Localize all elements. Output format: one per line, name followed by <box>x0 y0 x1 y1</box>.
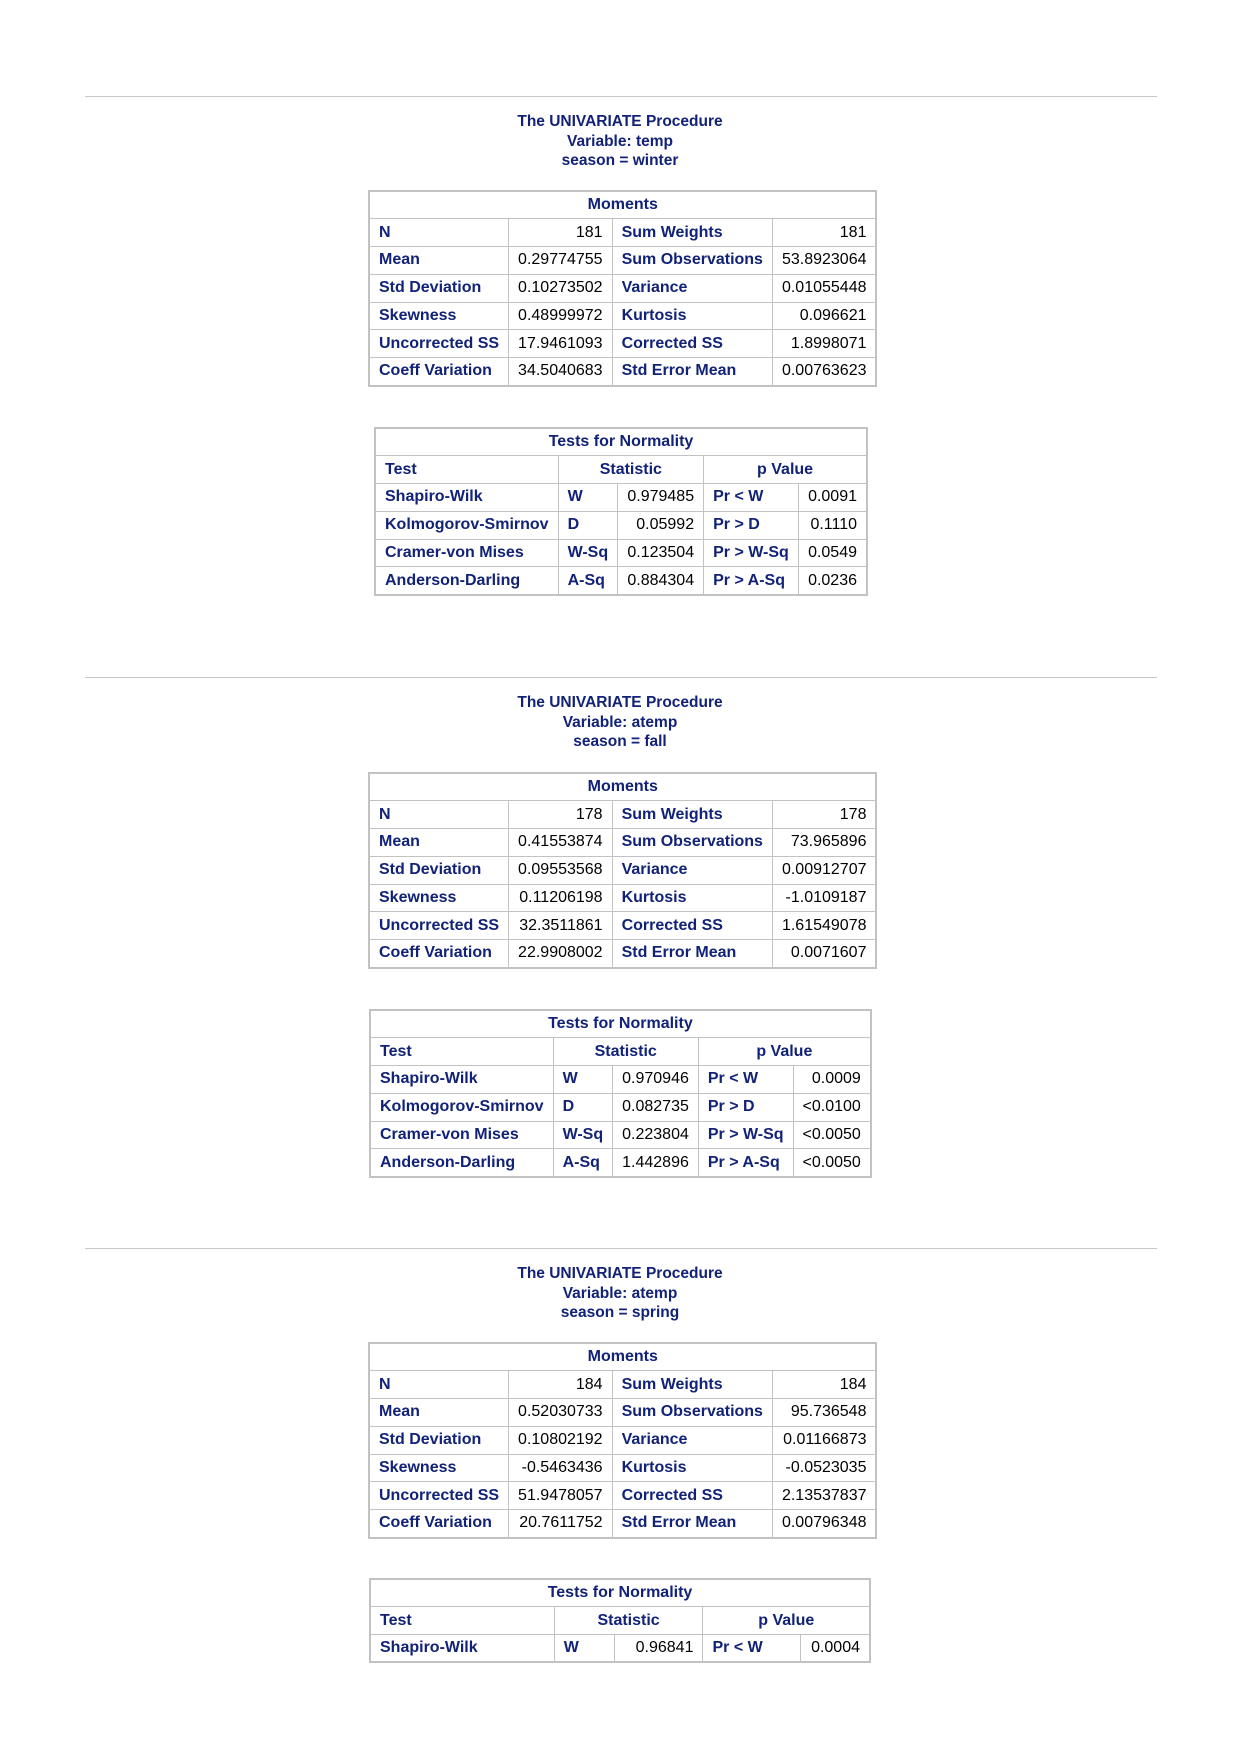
row-label: Corrected SS <box>612 330 772 358</box>
header-row <box>370 1607 870 1635</box>
row-label: Std Deviation <box>369 274 509 302</box>
row-value: 0.00796348 <box>772 1510 876 1538</box>
row-value: 0.01166873 <box>772 1426 876 1454</box>
section-divider <box>85 96 1157 97</box>
title-line-variable: Variable: atemp <box>562 713 678 731</box>
row-value: 184 <box>772 1371 876 1399</box>
row-value: 0.00763623 <box>772 358 876 386</box>
table-row <box>369 358 876 386</box>
title-line-variable: Variable: atemp <box>562 1284 678 1302</box>
table-row <box>369 1482 876 1510</box>
row-label: Mean <box>369 247 509 275</box>
row-label: N <box>369 1371 509 1399</box>
row-label: Corrected SS <box>612 1482 772 1510</box>
statistic-value: 1.442896 <box>613 1149 699 1177</box>
table-row <box>370 1635 870 1663</box>
row-value: 0.41553874 <box>509 829 613 857</box>
row-value: 51.9478057 <box>509 1482 613 1510</box>
row-value: 181 <box>509 219 613 247</box>
column-header-test: Test <box>370 1038 553 1066</box>
table-row <box>369 219 876 247</box>
statistic-symbol: W-Sq <box>553 1121 613 1149</box>
header-row <box>375 456 867 484</box>
row-label: Uncorrected SS <box>369 330 509 358</box>
table-row <box>370 1121 871 1149</box>
row-value: 178 <box>772 801 876 829</box>
table-row <box>369 302 876 330</box>
column-header-test: Test <box>370 1607 554 1635</box>
row-label: Std Deviation <box>369 1426 509 1454</box>
test-name: Cramer-von Mises <box>375 539 558 567</box>
table-row <box>369 940 876 968</box>
row-label: Skewness <box>369 1454 509 1482</box>
moments-caption: Moments <box>369 1343 876 1371</box>
normality-caption: Tests for Normality <box>375 428 867 456</box>
p-label: Pr > A-Sq <box>698 1149 793 1177</box>
row-label: N <box>369 219 509 247</box>
row-label: Coeff Variation <box>369 940 509 968</box>
normality-caption: Tests for Normality <box>370 1579 870 1607</box>
p-label: Pr > D <box>704 511 799 539</box>
p-value: <0.0050 <box>793 1149 871 1177</box>
procedure-title <box>0 1264 1240 1323</box>
row-value: 0.00912707 <box>772 856 876 884</box>
moments-caption: Moments <box>369 191 876 219</box>
statistic-symbol: W <box>558 484 618 512</box>
row-label: Std Error Mean <box>612 1510 772 1538</box>
table-row <box>369 1454 876 1482</box>
p-value: <0.0050 <box>793 1121 871 1149</box>
row-value: 1.61549078 <box>772 912 876 940</box>
test-name: Kolmogorov-Smirnov <box>370 1093 553 1121</box>
table-row <box>370 1066 871 1094</box>
statistic-symbol: W <box>553 1066 613 1094</box>
p-value: 0.0009 <box>793 1066 871 1094</box>
row-label: Sum Observations <box>612 247 772 275</box>
row-value: 0.10802192 <box>509 1426 613 1454</box>
row-label: Std Error Mean <box>612 358 772 386</box>
test-name: Shapiro-Wilk <box>370 1066 553 1094</box>
table-row <box>370 1093 871 1121</box>
table-row <box>375 484 867 512</box>
p-label: Pr < W <box>704 484 799 512</box>
p-value: 0.0549 <box>798 539 867 567</box>
normality-table <box>369 1009 872 1178</box>
moments-table <box>368 772 877 969</box>
statistic-value: 0.884304 <box>618 567 704 595</box>
statistic-symbol: D <box>553 1093 613 1121</box>
table-row <box>369 330 876 358</box>
column-header-p-value: p Value <box>698 1038 870 1066</box>
statistic-symbol: W-Sq <box>558 539 618 567</box>
row-value: 0.0071607 <box>772 940 876 968</box>
statistic-value: 0.970946 <box>613 1066 699 1094</box>
normality-caption: Tests for Normality <box>370 1010 871 1038</box>
column-header-p-value: p Value <box>703 1607 870 1635</box>
procedure-title <box>0 112 1240 171</box>
row-label: Uncorrected SS <box>369 1482 509 1510</box>
row-value: 95.736548 <box>772 1399 876 1427</box>
statistic-value: 0.979485 <box>618 484 704 512</box>
row-value: 73.965896 <box>772 829 876 857</box>
p-value: 0.1110 <box>798 511 867 539</box>
row-label: Corrected SS <box>612 912 772 940</box>
row-value: 34.5040683 <box>509 358 613 386</box>
row-label: Kurtosis <box>612 884 772 912</box>
row-label: Sum Weights <box>612 801 772 829</box>
row-label: Sum Weights <box>612 219 772 247</box>
row-label: Variance <box>612 274 772 302</box>
row-value: -0.0523035 <box>772 1454 876 1482</box>
row-label: Std Deviation <box>369 856 509 884</box>
row-label: Std Error Mean <box>612 940 772 968</box>
table-row <box>369 1371 876 1399</box>
p-label: Pr > W-Sq <box>704 539 799 567</box>
table-row <box>369 801 876 829</box>
p-value: 0.0236 <box>798 567 867 595</box>
table-row <box>369 247 876 275</box>
row-value: 0.01055448 <box>772 274 876 302</box>
column-header-test: Test <box>375 456 558 484</box>
row-value: 178 <box>509 801 613 829</box>
statistic-value: 0.082735 <box>613 1093 699 1121</box>
header-row <box>370 1038 871 1066</box>
p-label: Pr > W-Sq <box>698 1121 793 1149</box>
row-value: 2.13537837 <box>772 1482 876 1510</box>
table-row <box>375 567 867 595</box>
statistic-symbol: A-Sq <box>553 1149 613 1177</box>
row-label: Sum Observations <box>612 1399 772 1427</box>
table-row <box>369 1399 876 1427</box>
row-value: 0.11206198 <box>509 884 613 912</box>
row-value: 17.9461093 <box>509 330 613 358</box>
moments-table <box>368 1342 877 1539</box>
row-value: -1.0109187 <box>772 884 876 912</box>
title-line-season: season = winter <box>561 152 679 169</box>
row-label: Coeff Variation <box>369 1510 509 1538</box>
table-row <box>369 884 876 912</box>
section-divider <box>85 1248 1157 1249</box>
row-value: 22.9908002 <box>509 940 613 968</box>
row-label: Skewness <box>369 884 509 912</box>
title-line-season: season = spring <box>560 1304 680 1321</box>
statistic-value: 0.123504 <box>618 539 704 567</box>
row-value: 20.7611752 <box>509 1510 613 1538</box>
table-row <box>375 539 867 567</box>
row-label: Variance <box>612 856 772 884</box>
row-value: 53.8923064 <box>772 247 876 275</box>
row-value: 0.52030733 <box>509 1399 613 1427</box>
p-label: Pr > A-Sq <box>704 567 799 595</box>
row-label: Mean <box>369 1399 509 1427</box>
test-name: Anderson-Darling <box>370 1149 553 1177</box>
table-row <box>369 829 876 857</box>
row-label: Coeff Variation <box>369 358 509 386</box>
procedure-title <box>0 693 1240 752</box>
row-value: 181 <box>772 219 876 247</box>
row-value: 184 <box>509 1371 613 1399</box>
table-row <box>369 912 876 940</box>
column-header-statistic: Statistic <box>558 456 704 484</box>
row-label: Sum Observations <box>612 829 772 857</box>
table-row <box>369 1426 876 1454</box>
normality-table <box>374 427 868 596</box>
column-header-p-value: p Value <box>704 456 867 484</box>
title-line-season: season = fall <box>573 733 667 750</box>
p-value: 0.0091 <box>798 484 867 512</box>
title-line-variable: Variable: temp <box>567 132 673 150</box>
statistic-value: 0.05992 <box>618 511 704 539</box>
row-label: Uncorrected SS <box>369 912 509 940</box>
moments-caption: Moments <box>369 773 876 801</box>
row-label: Variance <box>612 1426 772 1454</box>
moments-table <box>368 190 877 387</box>
row-value: 0.29774755 <box>509 247 613 275</box>
table-row <box>375 511 867 539</box>
row-value: 32.3511861 <box>509 912 613 940</box>
test-name: Kolmogorov-Smirnov <box>375 511 558 539</box>
p-label: Pr < W <box>698 1066 793 1094</box>
statistic-symbol: A-Sq <box>558 567 618 595</box>
row-label: Kurtosis <box>612 1454 772 1482</box>
row-value: 0.096621 <box>772 302 876 330</box>
row-value: -0.5463436 <box>509 1454 613 1482</box>
row-label: Skewness <box>369 302 509 330</box>
title-line-procedure: The UNIVARIATE Procedure <box>517 694 723 711</box>
row-value: 0.48999972 <box>509 302 613 330</box>
row-label: Kurtosis <box>612 302 772 330</box>
row-value: 0.09553568 <box>509 856 613 884</box>
row-label: Sum Weights <box>612 1371 772 1399</box>
column-header-statistic: Statistic <box>554 1607 703 1635</box>
test-name: Cramer-von Mises <box>370 1121 553 1149</box>
row-label: Mean <box>369 829 509 857</box>
test-name: Shapiro-Wilk <box>375 484 558 512</box>
p-value: 0.0004 <box>800 1635 870 1663</box>
statistic-value: 0.96841 <box>615 1635 703 1663</box>
p-value: <0.0100 <box>793 1093 871 1121</box>
p-label: Pr > D <box>698 1093 793 1121</box>
row-value: 0.10273502 <box>509 274 613 302</box>
section-divider <box>85 677 1157 678</box>
normality-table <box>369 1578 871 1663</box>
title-line-procedure: The UNIVARIATE Procedure <box>517 1265 723 1282</box>
test-name: Shapiro-Wilk <box>370 1635 554 1663</box>
row-value: 1.8998071 <box>772 330 876 358</box>
statistic-value: 0.223804 <box>613 1121 699 1149</box>
row-label: N <box>369 801 509 829</box>
p-label: Pr < W <box>703 1635 800 1663</box>
statistic-symbol: D <box>558 511 618 539</box>
title-line-procedure: The UNIVARIATE Procedure <box>517 113 723 130</box>
test-name: Anderson-Darling <box>375 567 558 595</box>
table-row <box>369 1510 876 1538</box>
column-header-statistic: Statistic <box>553 1038 698 1066</box>
table-row <box>369 856 876 884</box>
statistic-symbol: W <box>554 1635 615 1663</box>
table-row <box>370 1149 871 1177</box>
table-row <box>369 274 876 302</box>
